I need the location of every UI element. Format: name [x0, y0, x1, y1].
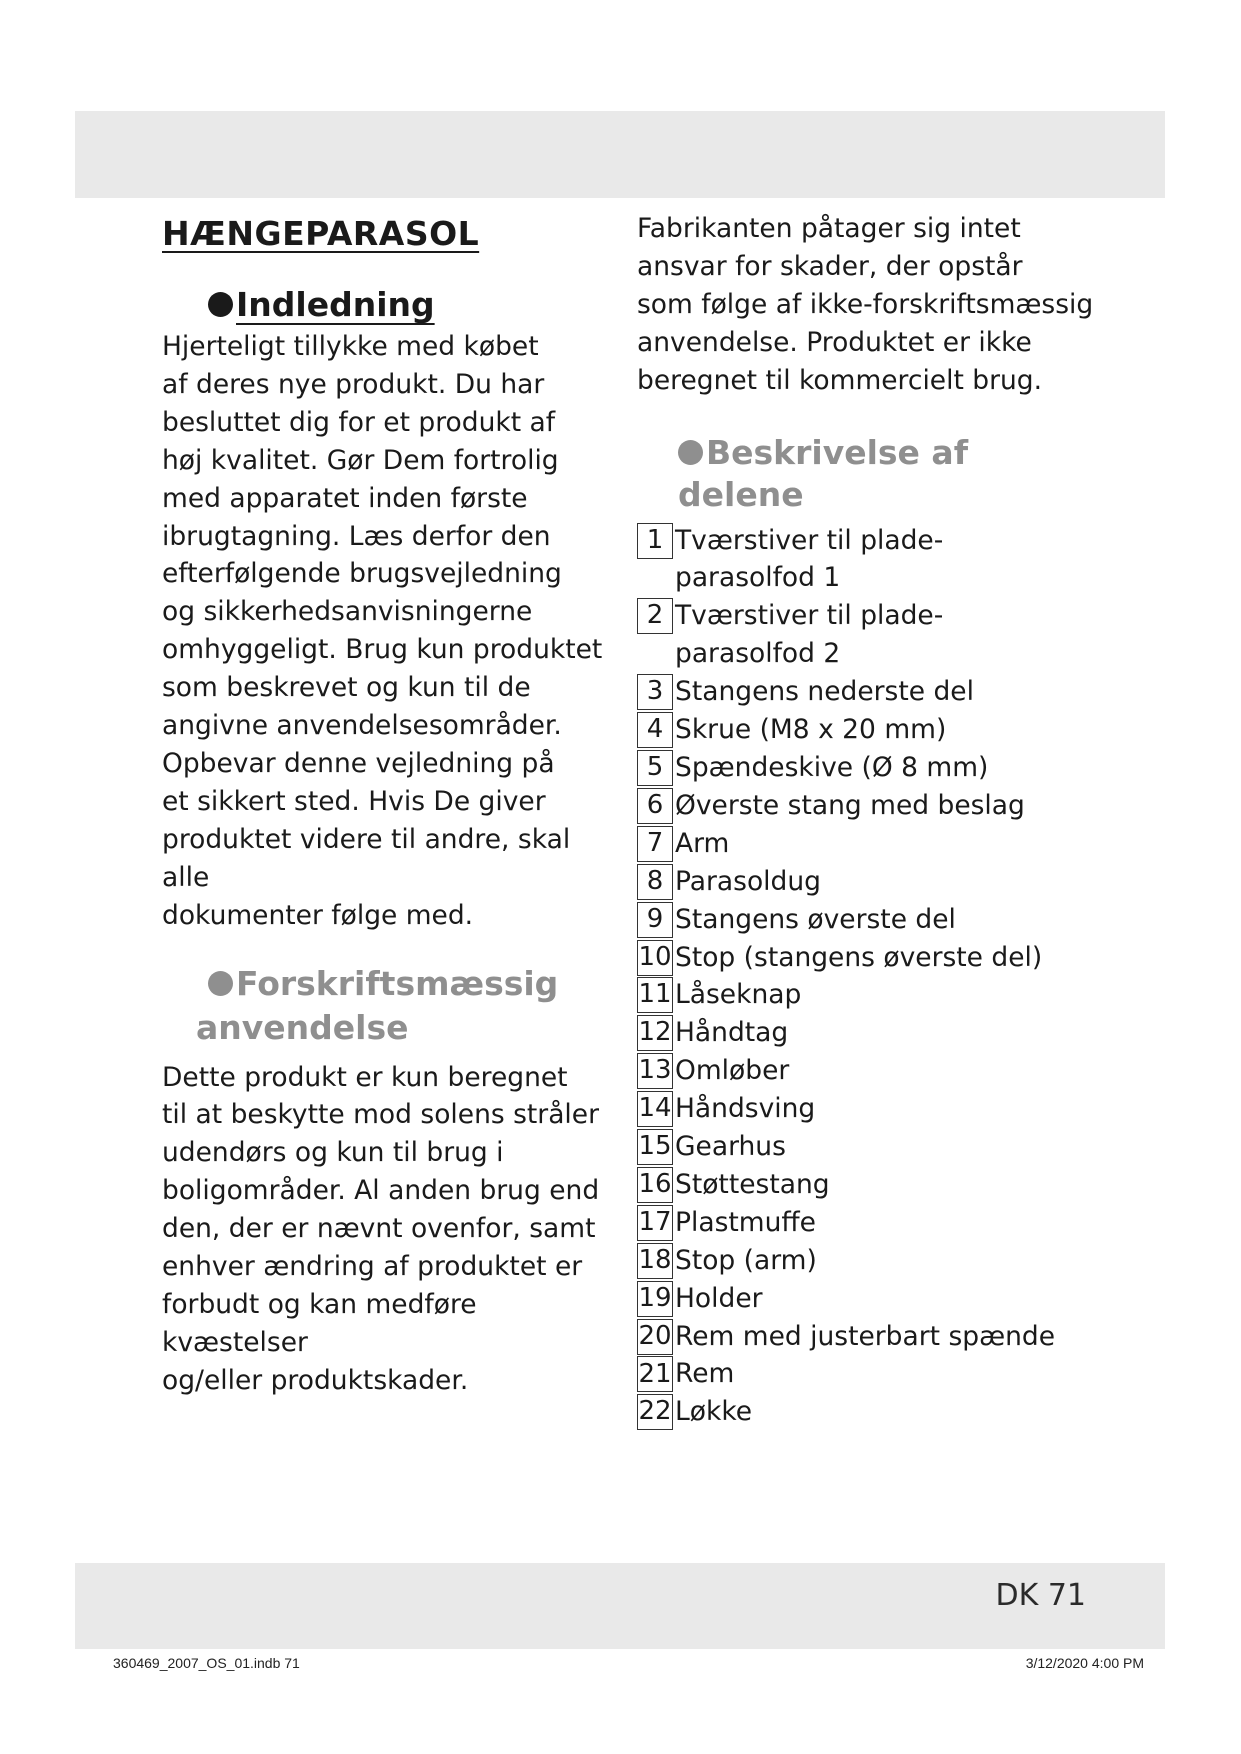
left-column: [162, 210, 612, 1400]
part-item: [637, 1242, 1097, 1280]
part-item: [637, 749, 1097, 787]
part-number-box: 13: [637, 1053, 673, 1089]
part-number-box: 1: [637, 523, 673, 559]
part-number-box: 18: [637, 1243, 673, 1279]
part-label: Rem: [675, 1358, 735, 1390]
part-number-box: 14: [637, 1091, 673, 1127]
part-label: Gearhus: [675, 1131, 786, 1163]
section-heading-intro: [162, 284, 612, 326]
bullet-icon: [208, 971, 233, 996]
intended-use-heading-line2: anvendelse: [196, 1007, 409, 1047]
intended-use-heading-line1: Forskriftsmæssig: [236, 963, 559, 1003]
part-label: Arm: [675, 827, 730, 859]
part-item: [637, 1204, 1097, 1242]
intended-use-paragraph: Dette produkt er kun beregnet til at beskytte mod solens stråler udendørs og kun til brug i boligområder. Al anden brug end den, der er nævnt ovenfor, samt enhver ændring af produktet er forbudt og kan medføre kvæstelser og/eller produktskader.: [162, 1061, 600, 1396]
part-item: [637, 1166, 1097, 1204]
part-label: Støttestang: [675, 1168, 830, 1200]
part-number-box: 2: [637, 598, 673, 634]
part-item: [637, 939, 1097, 977]
part-item: [637, 1090, 1097, 1128]
part-number-box: 7: [637, 826, 673, 862]
part-number-box: 19: [637, 1281, 673, 1317]
print-slug-date: 3/12/2020 4:00 PM: [1025, 1655, 1144, 1671]
section-heading-intended-use: [162, 963, 612, 1049]
part-number-box: 3: [637, 674, 673, 710]
part-label: Øverste stang med beslag: [675, 789, 1025, 821]
part-number-box: 20: [637, 1319, 673, 1355]
part-label: Rem med justerbart spænde: [675, 1320, 1056, 1352]
part-label: Stop (stangens øverste del): [675, 941, 1043, 973]
part-item: [637, 522, 1097, 598]
part-item: [637, 825, 1097, 863]
bullet-icon: [208, 292, 233, 317]
part-item: [637, 1128, 1097, 1166]
part-item: [637, 863, 1097, 901]
parts-heading-text: Beskrivelse af delene: [678, 432, 969, 514]
intro-paragraph: Hjerteligt tillykke med købet af deres nye produkt. Du har besluttet dig for et produkt af høj kvalitet. Gør Dem fortrolig med apparatet inden første ibrugtagning. Læs derfor den efterfølgende brugsvejledning og sikkerhedsanvisningerne omhyggeligt. Brug kun produktet som beskrevet og kun til de angivne anvendelsesområder. Opbevar denne vejledning på et sikkert sted. Hvis De giver produktet videre til andre, skal alle dokumenter følge med.: [162, 331, 603, 931]
part-item: [637, 976, 1097, 1014]
part-number-box: 8: [637, 864, 673, 900]
intro-heading-text: Indledning: [236, 285, 435, 324]
part-label: Stangens øverste del: [675, 903, 956, 935]
print-slug-file: 360469_2007_OS_01.indb 71: [113, 1655, 300, 1671]
part-number-box: 4: [637, 712, 673, 748]
part-item: [637, 597, 1097, 673]
part-label: Håndsving: [675, 1093, 816, 1125]
part-item: [637, 901, 1097, 939]
document-title: HÆNGEPARASOL: [162, 214, 480, 253]
part-number-box: 22: [637, 1394, 673, 1430]
part-number-box: 16: [637, 1167, 673, 1203]
part-item: [637, 1280, 1097, 1318]
parts-list: [637, 522, 1097, 1432]
part-label: Holder: [675, 1282, 763, 1314]
part-label: Tværstiver til plade- parasolfod 1: [675, 524, 944, 594]
part-label: Plastmuffe: [675, 1206, 816, 1238]
part-number-box: 10: [637, 940, 673, 976]
right-column: [637, 210, 1097, 1431]
part-item: [637, 673, 1097, 711]
part-label: Spændeskive (Ø 8 mm): [675, 751, 989, 783]
bullet-icon: [678, 440, 703, 465]
part-number-box: 15: [637, 1129, 673, 1165]
header-band: [75, 111, 1165, 198]
part-label: Stangens nederste del: [675, 676, 974, 708]
section-heading-parts: [678, 432, 1097, 516]
part-item: [637, 1014, 1097, 1052]
part-label: Skrue (M8 x 20 mm): [675, 714, 947, 746]
page-number: DK 71: [995, 1578, 1086, 1613]
liability-paragraph: Fabrikanten påtager sig intet ansvar for skader, der opstår som følge af ikke-forskriftsmæssig anvendelse. Produktet er ikke beregnet til kommercielt brug.: [637, 213, 1094, 396]
part-label: Håndtag: [675, 1017, 789, 1049]
part-label: Tværstiver til plade- parasolfod 2: [675, 600, 944, 670]
part-item: [637, 1318, 1097, 1356]
part-item: [637, 711, 1097, 749]
part-number-box: 21: [637, 1356, 673, 1392]
part-label: Stop (arm): [675, 1244, 817, 1276]
part-number-box: 12: [637, 1015, 673, 1051]
part-item: [637, 1052, 1097, 1090]
part-number-box: 6: [637, 788, 673, 824]
part-number-box: 5: [637, 750, 673, 786]
part-label: Løkke: [675, 1396, 753, 1428]
part-number-box: 17: [637, 1205, 673, 1241]
part-item: [637, 1355, 1097, 1393]
part-number-box: 9: [637, 902, 673, 938]
part-item: [637, 1393, 1097, 1431]
part-label: Omløber: [675, 1055, 790, 1087]
part-number-box: 11: [637, 977, 673, 1013]
part-label: Parasoldug: [675, 865, 821, 897]
part-item: [637, 787, 1097, 825]
part-label: Låseknap: [675, 979, 802, 1011]
